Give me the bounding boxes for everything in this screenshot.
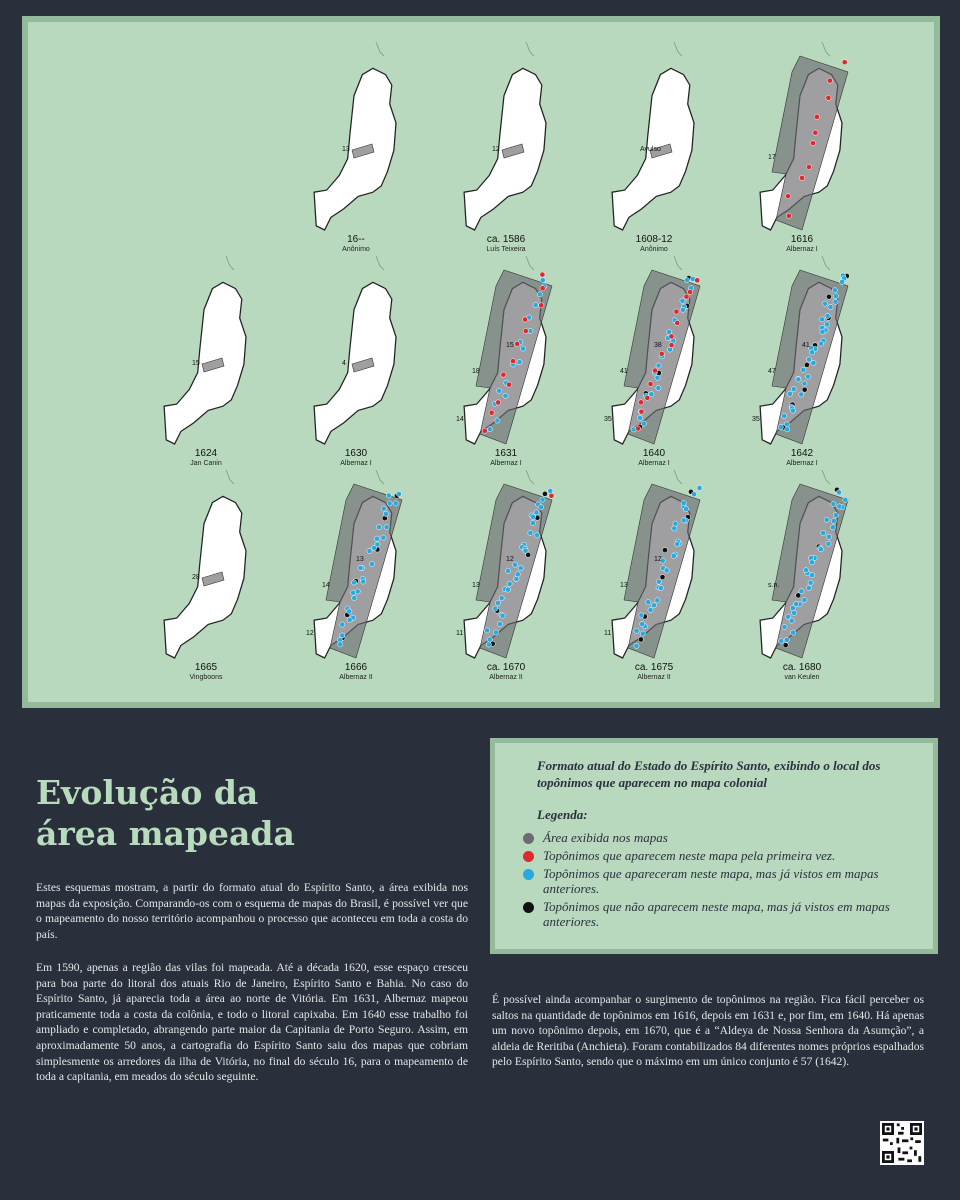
toponym-dot [503,393,508,398]
map-count-label: 13 [620,582,628,589]
toponym-dot [660,575,665,580]
toponym-dot [655,375,660,380]
map-author: Albernaz I [786,246,818,253]
state-outline-map [594,42,744,232]
toponym-dot [784,422,789,427]
map-panel [742,256,890,471]
toponym-dot [489,410,494,415]
map-year: 1616 [790,234,814,245]
toponym-dot [839,279,844,284]
toponym-dot [809,560,814,565]
toponym-dot [786,213,791,218]
toponym-dot [813,130,818,135]
toponym-dot [833,299,838,304]
toponym-dot [791,386,796,391]
toponym-dot [497,388,502,393]
toponym-dot [374,536,379,541]
toponym-dot [819,317,824,322]
toponym-dot [808,580,813,585]
toponym-dot [638,400,643,405]
toponym-dot [506,382,511,387]
toponym-dot [376,525,381,530]
toponym-dot [383,511,388,516]
map-count-label: 13 [356,556,364,563]
toponym-dot [634,628,639,633]
toponym-dot [507,581,512,586]
toponym-dot [669,334,674,339]
toponym-dot [636,426,641,431]
toponym-dot [826,541,831,546]
state-outline-map [446,470,596,660]
map-count-label: 15 [506,342,514,349]
map-count-label: 14 [456,416,464,423]
toponym-dot [393,501,398,506]
map-panel [742,42,890,257]
map-author: Albernaz II [489,674,523,681]
toponym-dot [801,367,806,372]
toponym-dot [641,421,646,426]
toponym-dot [361,579,366,584]
map-panel [594,256,742,471]
toponym-dot [673,521,678,526]
toponym-dot [487,637,492,642]
map-year: ca. 1680 [782,662,822,673]
toponym-dot [821,530,826,535]
toponym-dot [347,609,352,614]
toponym-dot [674,309,679,314]
toponyms-paragraph: É possível ainda acompanhar o surgimento de topônimos na região. Fica fácil perceber os saltos na quantidade de topônimos em 1616, depois em 1631 e, por fim, em 1640. Há apenas um novo topônimo depois, em 1670, que é a “Aldeya de Nossa Senhora da Asumção”, a aldeia de Reritiba (Anchieta). Foram contabilizados 84 diferentes nomes próprios espalhados pelo Espírito Santo, sendo que o máximo em um único conjunto é 57 (1642). [492,993,924,1069]
toponym-dot [833,293,838,298]
toponym-dot [826,95,831,100]
map-year: 1642 [790,448,814,459]
state-outline-map [446,256,596,446]
toponym-dot [671,553,676,558]
toponym-dot [637,415,642,420]
toponym-dot [681,518,686,523]
toponym-dot [672,526,677,531]
toponym-dot [485,628,490,633]
toponym-dot [482,428,487,433]
toponym-dot [530,520,535,525]
toponym-dot [695,278,700,283]
toponym-dot [785,614,790,619]
toponym-dot [517,359,522,364]
toponym-dot [497,622,502,627]
map-year: 1666 [344,662,368,673]
toponym-dot [826,534,831,539]
map-author: Albernaz I [786,460,818,467]
toponym-dot [806,164,811,169]
toponym-dot [531,514,536,519]
toponym-dot [783,643,788,648]
toponym-dot [369,561,374,566]
toponym-dot [820,329,825,334]
map-author: Vingboons [189,674,223,681]
toponym-dot [680,307,685,312]
toponym-dot [790,408,795,413]
toponym-dot [533,302,538,307]
toponym-dot [640,631,645,636]
toponym-dot [528,328,533,333]
toponym-dot [396,491,401,496]
toponym-dot [646,600,651,605]
toponym-dot [638,637,643,642]
map-year: 1630 [344,448,368,459]
toponym-dot [486,642,491,647]
toponym-dot [691,492,696,497]
toponym-dot [684,294,689,299]
red-dot-icon [523,851,534,862]
toponym-dot [358,565,363,570]
toponym-dot [785,194,790,199]
legend-title: Legenda: [537,807,588,822]
toponym-dot [487,427,492,432]
toponym-dot [352,580,357,585]
state-outline-map [446,42,596,232]
toponym-dot [664,568,669,573]
toponym-dot [785,427,790,432]
toponym-dot [803,568,808,573]
map-count-label: Avulso [640,146,661,153]
toponym-dot [802,381,807,386]
toponym-dot [350,590,355,595]
toponym-dot [386,493,391,498]
map-count-label: s.n. [768,582,780,589]
map-count-label: 14 [322,582,330,589]
map-panel [446,256,594,471]
intro-paragraph: Estes esquemas mostram, a partir do formato atual do Espírito Santo, a área exibida nos mapas da exposição. Comparando-os com o esquema de mapas do Brasil, é possível ver que o mapeamento do nosso território acompanhou o processo que aconteceu em toda a costa do país. [36,881,468,941]
toponym-dot [656,385,661,390]
map-count-label: 11 [604,630,612,637]
map-author: Albernaz I [340,460,372,467]
map-panel [594,470,742,685]
map-author: Luís Teixeira [486,246,526,253]
toponym-dot [381,506,386,511]
toponym-dot [340,622,345,627]
toponym-dot [782,413,787,418]
toponym-dot [778,425,783,430]
toponym-dot [790,606,795,611]
map-panel [594,42,742,257]
toponym-dot [381,535,386,540]
toponym-dot [837,504,842,509]
toponym-dot [372,545,377,550]
toponym-dot [825,313,830,318]
map-count-label: 41 [802,342,810,349]
toponym-dot [790,630,795,635]
toponym-dot [831,501,836,506]
toponym-dot [540,286,545,291]
toponym-dot [640,622,645,627]
map-count-label: 12 [306,630,314,637]
toponym-dot [495,600,500,605]
toponym-dot [806,357,811,362]
toponym-dot [796,377,801,382]
map-count-label: 12 [492,146,500,153]
state-outline-map [146,470,296,660]
map-year: 1665 [194,662,218,673]
state-outline-map [742,256,892,446]
toponym-dot [505,587,510,592]
toponym-dot [831,518,836,523]
map-author: Anônimo [342,246,370,253]
map-year: ca. 1670 [486,662,526,673]
toponym-dot [518,566,523,571]
toponym-dot [806,585,811,590]
toponym-dot [826,294,831,299]
toponym-dot [791,610,796,615]
map-year: 1640 [642,448,666,459]
map-panel [296,256,444,471]
toponym-dot [649,392,654,397]
toponym-dot [789,618,794,623]
toponym-dot [684,506,689,511]
toponym-dot [842,60,847,65]
toponym-dot [493,606,498,611]
toponym-dot [687,289,692,294]
toponym-dot [493,630,498,635]
blue-dot-icon [523,869,534,880]
map-author: Albernaz II [637,674,671,681]
toponym-dot [639,613,644,618]
map-count-label: 13 [472,582,480,589]
toponym-dot [515,572,520,577]
map-year: 1624 [194,448,218,459]
map-count-label: 28 [192,574,200,581]
toponym-dot [506,568,511,573]
toponym-dot [799,392,804,397]
toponym-dot [549,493,554,498]
toponym-dot [830,525,835,530]
map-count-label: 11 [456,630,464,637]
map-count-label: 35 [604,416,612,423]
map-year: 16-- [347,234,365,245]
toponym-dot [684,278,689,283]
state-outline-map [296,470,446,660]
toponym-dot [833,513,838,518]
toponym-dot [843,497,848,502]
maps-board [22,16,940,708]
toponym-dot [656,579,661,584]
map-author: van Keulen [784,674,820,681]
map-count-label: 18 [472,368,480,375]
toponym-dot [675,541,680,546]
map-panel [742,470,890,685]
map-panel [296,42,444,257]
history-paragraph: Em 1590, apenas a região das vilas foi mapeada. Até a década 1620, esse espaço cresceu para boa parte do litoral dos atuais Rio de Janeiro, Espírito Santo e Bahia. No caso do Espírito Santo, já aparecia toda a área ao norte de Vitória. Em 1631, Albernaz mapeou praticamente toda a costa da colônia, e todo o litoral capixaba. Em 1640 esse trabalho foi ampliado e completado, abrangendo parte maior da Capitania de Porto Seguro. Assim, em aproximadamente 50 anos, a cartografia do Espírito Santo saiu dos mapas que cobriam simplesmente os arredores da ilha de Vitória, no final do século 16, para o mapeamento de toda a capitania, em meados do século seguinte. [36,961,468,1084]
toponym-dot [802,597,807,602]
toponym-dot [648,607,653,612]
toponym-dot [832,288,837,293]
map-panel [146,256,294,471]
toponym-dot [639,409,644,414]
map-panel [296,470,444,685]
toponym-dot [514,576,519,581]
map-author: Albernaz I [638,460,670,467]
map-author: Jan Canin [190,460,222,467]
toponym-dot [347,617,352,622]
map-year: 1608-12 [635,234,673,245]
toponym-dot [822,301,827,306]
toponym-dot [520,346,525,351]
toponym-dot [799,589,804,594]
toponym-dot [384,525,389,530]
map-count-label: 38 [654,342,662,349]
toponym-dot [828,304,833,309]
legend-heading: Formato atual do Estado do Espírito Santo, exibindo o local dos topônimos que aparecem no mapa colonial [537,758,881,790]
toponym-dot [655,598,660,603]
toponym-dot [675,320,680,325]
toponym-dot [810,350,815,355]
toponym-dot [799,175,804,180]
toponym-dot [651,603,656,608]
state-outline-map [742,470,892,660]
toponym-dot [681,501,686,506]
state-outline-map [594,470,744,660]
toponym-dot [515,341,520,346]
state-outline-map [296,256,446,446]
toponym-dot [355,589,360,594]
toponym-dot [662,548,667,553]
map-author: Albernaz I [490,460,522,467]
map-count-label: 15 [192,360,200,367]
toponym-dot [548,488,553,493]
toponym-dot [824,517,829,522]
toponym-dot [352,595,357,600]
map-panel [446,42,594,257]
qr-code-icon[interactable] [880,1121,924,1165]
toponym-dot [697,485,702,490]
toponym-dot [818,547,823,552]
toponym-dot [528,530,533,535]
toponym-dot [824,322,829,327]
map-count-label: 47 [768,368,776,375]
toponym-dot [787,391,792,396]
toponym-dot [818,341,823,346]
map-year: ca. 1586 [486,234,526,245]
legend-box: Formato atual do Estado do Espírito Santo, exibindo o local dos topônimos que aparecem no mapa colonial Legenda: Área exibida nos mapas Topônimos que aparecem neste mapa pela primeira vez. Topônimos que apareceram neste mapa, mas já vistos em mapas anteriores. Topônimos que não aparecem neste mapa, mas já vistos em mapas anteriores. [490,738,938,954]
toponym-dot [510,358,515,363]
toponym-dot [500,613,505,618]
toponym-dot [540,497,545,502]
map-author: Albernaz II [339,674,373,681]
toponym-dot [499,595,504,600]
state-outline-map [296,42,446,232]
toponym-dot [540,277,545,282]
toponym-dot [387,501,392,506]
toponym-dot [806,374,811,379]
toponym-dot [659,351,664,356]
map-count-label: 41 [620,368,628,375]
toponym-dot [784,637,789,642]
toponym-dot [645,395,650,400]
map-author: Anônimo [640,246,668,253]
map-count-label: 17 [768,154,776,161]
toponym-dot [658,585,663,590]
toponym-dot [669,342,674,347]
toponym-dot [534,510,539,515]
toponym-dot [779,638,784,643]
toponym-dot [656,363,661,368]
black-dot-icon [523,902,534,913]
toponym-dot [827,78,832,83]
state-outline-map [146,256,296,446]
toponym-dot [495,418,500,423]
toponym-dot [338,642,343,647]
gray-dot-icon [523,833,534,844]
map-count-label: 35 [752,416,760,423]
state-outline-map [594,256,744,446]
toponym-dot [811,360,816,365]
map-count-label: 12 [506,556,514,563]
toponym-dot [648,381,653,386]
map-count-label: 12 [654,556,662,563]
map-year: 1631 [494,448,518,459]
toponym-dot [782,624,787,629]
map-year: ca. 1675 [634,662,674,673]
toponym-dot [836,490,841,495]
toponym-dot [810,141,815,146]
toponym-dot [804,362,809,367]
toponym-dot [522,317,527,322]
toponym-dot [540,272,545,277]
toponym-dot [814,114,819,119]
toponym-dot [501,372,506,377]
map-panel [146,470,294,685]
map-count-label: 13 [342,146,350,153]
state-outline-map [742,42,892,232]
toponym-dot [534,533,539,538]
toponym-dot [537,292,542,297]
toponym-dot [496,400,501,405]
toponym-dot [634,643,639,648]
toponym-dot [802,387,807,392]
page-title: Evolução da área mapeada [36,773,295,853]
map-panel [446,470,594,685]
toponym-dot [542,491,547,496]
toponym-dot [367,549,372,554]
toponym-dot [539,303,544,308]
map-count-label: 4 [342,360,346,367]
toponym-dot [810,573,815,578]
toponym-dot [652,368,657,373]
toponym-dot [538,505,543,510]
toponym-dot [523,548,528,553]
toponym-dot [680,298,685,303]
toponym-dot [523,328,528,333]
